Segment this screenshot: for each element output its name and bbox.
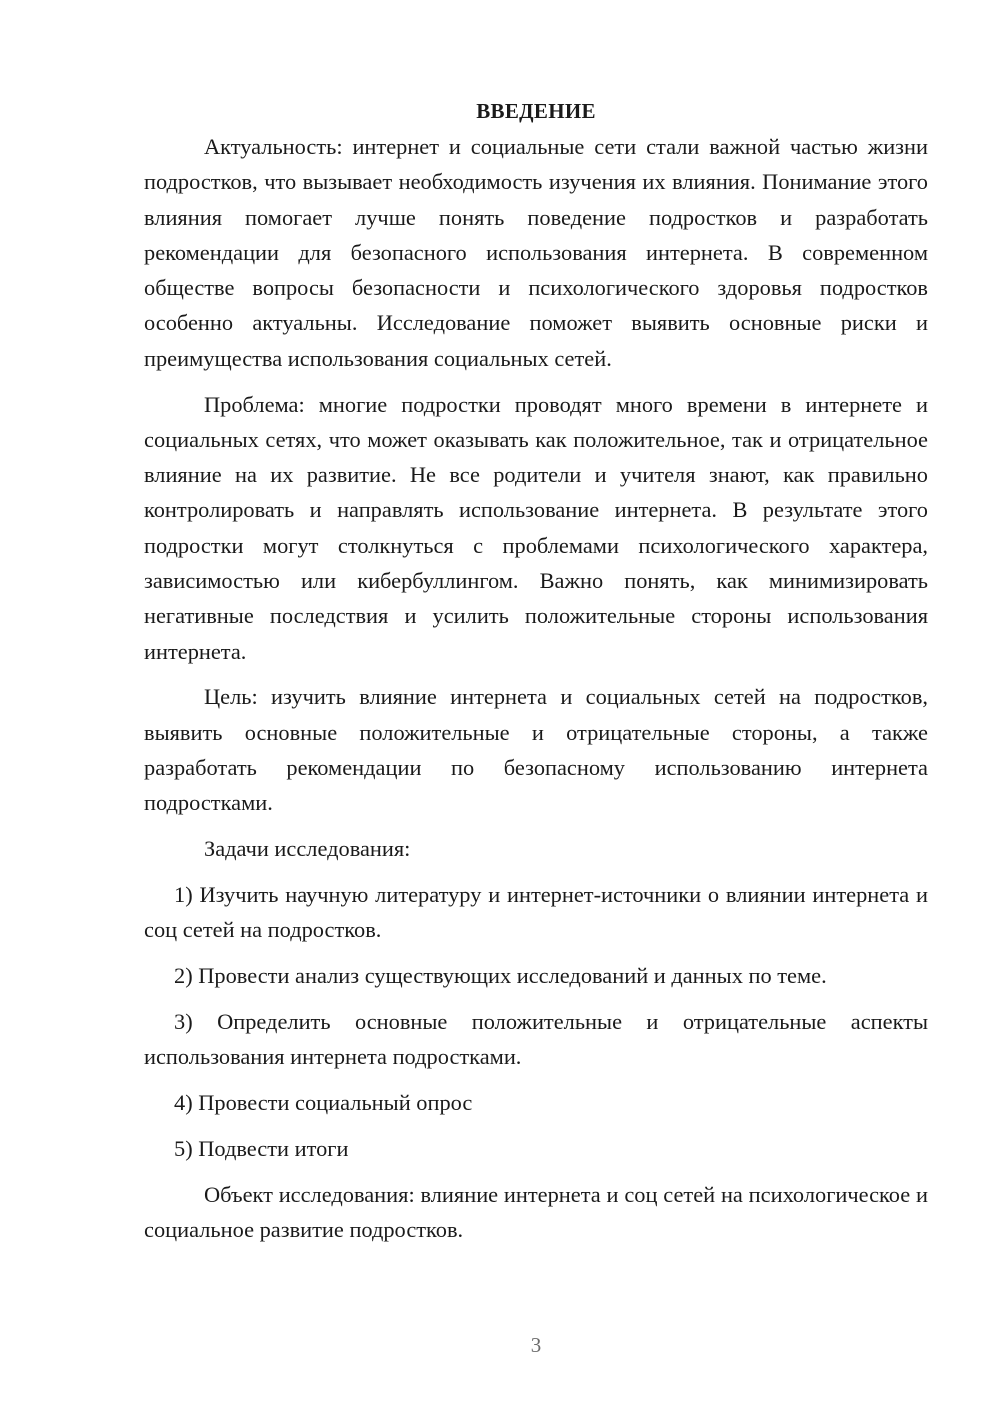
task-item: 4) Провести социальный опрос: [174, 1089, 473, 1115]
page-title: ВВЕДЕНИЕ: [476, 99, 596, 123]
problem-paragraph: Проблема: многие подростки проводят много времени в интернете и социальных сетях, что может оказывать как положительное, так и отрицательное влияние на их развитие. Не все родители и учителя знают, как правильно контролировать и направлять использование интернета. В результате этого подростки могут столкнуться с проблемами психологического характера, зависимостью или кибербуллингом. Важно понять, как минимизировать негативные последствия и усилить положительные стороны использования интернета.: [144, 391, 928, 664]
goal-paragraph: Цель: изучить влияние интернета и социальных сетей на подростков, выявить основные положительные и отрицательные стороны, а также разработать рекомендации по безопасному использованию интернета подростками.: [144, 684, 928, 816]
tasks-heading: Задачи исследования:: [204, 836, 411, 862]
object-paragraph: Объект исследования: влияние интернета и соц сетей на психологическое и социальное развитие подростков.: [144, 1181, 928, 1242]
relevance-paragraph: Актуальность: интернет и социальные сети стали важной частью жизни подростков, что вызывает необходимость изучения их влияния. Понимание этого влияния помогает лучше понять поведение подростков и разработать рекомендации для безопасного использования интернета. В современном обществе вопросы безопасности и психологического здоровья подростков особенно актуальны. Исследование поможет выявить основные риски и преимущества использования социальных сетей.: [144, 134, 928, 371]
task-item: 2) Провести анализ существующих исследований и данных по теме.: [174, 963, 827, 989]
task-item: 1) Изучить научную литературу и интернет-источники о влиянии интернета и соц сетей на подростков.: [144, 881, 928, 943]
page-number: 3: [530, 1333, 542, 1357]
page-content: [144, 93, 928, 1258]
task-item: 5) Подвести итоги: [174, 1135, 349, 1161]
task-item: 3) Определить основные положительные и отрицательные аспекты использования интернета подростками.: [144, 1008, 928, 1070]
